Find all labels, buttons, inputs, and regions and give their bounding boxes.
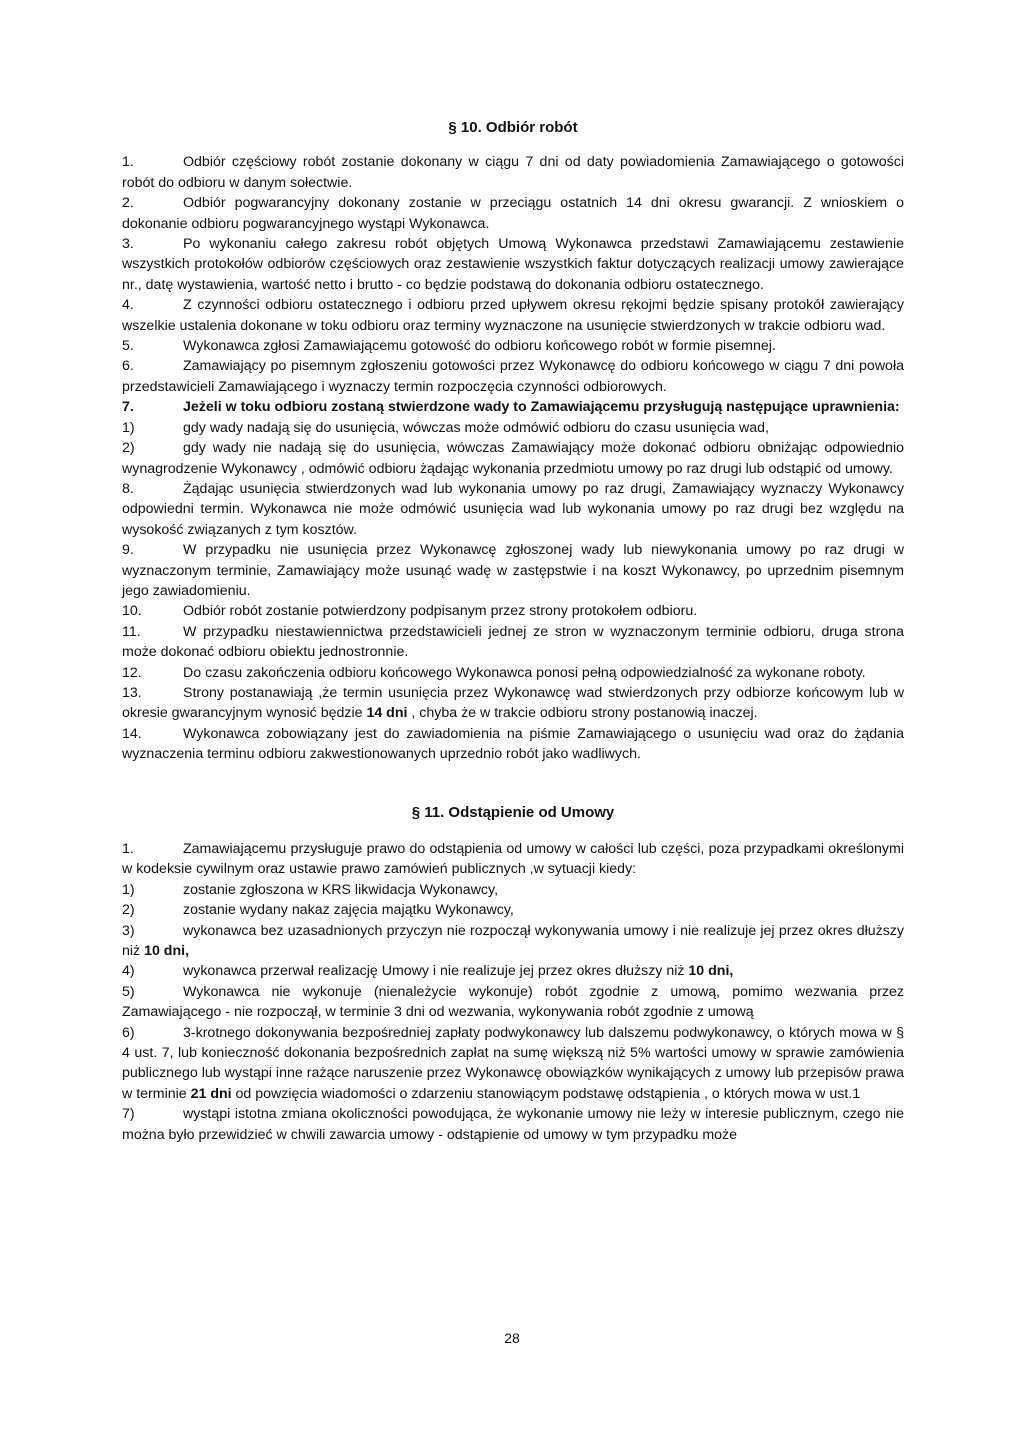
section-10-item-1 [122,152,904,193]
section-11-subitem-2 [122,900,904,920]
section-10-subitem-2 [122,438,904,479]
item-text: Wykonawca zgłosi Zamawiającemu gotowość do odbioru końcowego robót w formie pisemnej. [183,338,776,355]
item-text: gdy wady nadają się do usunięcia, wówczas może odmówić odbioru do czasu usunięcia wad, [183,419,769,436]
document-page [122,118,904,1145]
item-text: W przypadku niestawiennictwa przedstawicieli jednej ze stron w wyznaczonym terminie odbioru, druga strona może dokonać odbioru obiektu jednostronnie. [122,623,904,661]
item-text: wystąpi istotna zmiana okoliczności powodująca, że wykonanie umowy nie leży w interesie publicznym, czego nie można było przewidzieć w chwili zawarcia umowy - odstąpienie od umowy w tym przypadku może [122,1106,904,1143]
section-11-subitem-7 [122,1104,904,1145]
item-number: 3. [122,236,134,253]
item-text: Odbiór częściowy robót zostanie dokonany w ciągu 7 dni od daty powiadomienia Zamawiającego o gotowości robót do odbioru w danym sołectwie. [122,154,904,191]
item-text: Wykonawca nie wykonuje (nienależycie wykonuje) robót zgodnie z umową, pomimo wezwania przez Zamawiającego - nie rozpoczął, w terminie 3 dni od wezwania, wykonywania robót zgodnie z umową [122,983,904,1021]
section-11-subitem-5 [122,982,904,1023]
item-text: Żądając usunięcia stwierdzonych wad lub wykonania umowy po raz drugi, Zamawiający wyznaczy Wykonawcy odpowiedni termin. Wykonawca nie może odmówić usunięcia wad lub wykonania umowy po raz drugi bez względu na wysokość związanych z tym kosztów. [122,480,904,538]
item-text: wykonawca bez uzasadnionych przyczyn nie rozpoczął wykonywania umowy i nie realizuje jej przez okres dłuższy niż [122,922,904,960]
item-number: 2. [122,195,134,212]
section-11-subitem-3 [122,921,904,962]
section-11-item-1 [122,839,904,880]
item-number: 2) [122,440,135,457]
section-10-item-5 [122,336,904,356]
section-10-item-13 [122,683,904,724]
item-text: Zamawiający po pisemnym zgłoszeniu gotowości przez Wykonawcę do odbioru końcowego w ciągu 7 dni powoła przedstawicieli Zamawiającego i wyznaczy termin rozpoczęcia czynności odbiorowych. [122,358,904,395]
section-10-heading: § 10. Odbiór robót [448,119,578,136]
item-text: 3-krotnego dokonywania bezpośredniej zapłaty podwykonawcy lub dalszemu podwykonawcy, o których mowa w § 4 ust. 7, lub konieczność dokonania bezpośrednich zapłat na sumę większą niż 5% wartości umowy w sprawie zamówienia publicznego lub wystąpi inne rażące naruszenie przez Wykonawcę obowiązków wynikających z umowy lub przepisów prawa w terminie [122,1024,904,1102]
page-number: 28 [504,1330,520,1346]
section-10-item-14 [122,724,904,765]
item-text: W przypadku nie usunięcia przez Wykonawcę zgłoszonej wady lub niewykonania umowy po raz drugi w wyznaczonym terminie, Zamawiający może usunąć wadę w zastępstwie i na koszt Wykonawcy, po uprzednim pisemnym jego zawiadomieniu. [122,542,904,599]
item-number: 8. [122,480,134,497]
item-number: 2) [122,902,135,919]
item-number: 11. [122,623,141,640]
item-number: 4. [122,297,134,314]
section-11-subitem-1 [122,880,904,900]
section-10-subitem-1 [122,418,904,438]
section-10-item-7 [122,397,904,417]
item-number: 12. [122,664,142,681]
item-text-emphasis: 10 dni, [688,963,734,980]
item-number: 13. [122,684,142,701]
item-text: od powzięcia wiadomości o zdarzeniu stanowiącym podstawę odstąpienia , o których mowa w ust.1 [231,1085,861,1102]
section-10-item-12 [122,663,904,683]
item-text: gdy wady nie nadają się do usunięcia, wówczas Zamawiający może dokonać odbioru obniżając odpowiednio wynagrodzenie Wykonawcy , odmówić odbioru żądając wykonania przedmiotu umowy po raz drugi lub odstąpić od umowy. [122,440,904,477]
item-number: 1) [122,419,135,436]
item-text: wykonawca przerwał realizację Umowy i nie realizuje jej przez okres dłuższy niż [183,963,689,980]
item-text: Z czynności odbioru ostatecznego i odbioru przed upływem okresu rękojmi będzie spisany protokół zawierający wszelkie ustalenia dokonane w toku odbioru oraz terminy wyznaczone na usunięcie stwierdzonych w trakcie odbioru wad. [122,297,904,334]
section-10-item-11 [122,622,904,663]
section-10-item-8 [122,479,904,540]
item-text-emphasis: 10 dni, [144,943,190,960]
section-10-item-9 [122,540,904,601]
item-text: Odbiór pogwarancyjny dokonany zostanie w przeciągu ostatnich 14 dni okresu gwarancji. Z wnioskiem o dokonanie odbioru pogwarancyjnego wystąpi Wykonawca. [122,195,904,232]
item-text-emphasis: 14 dni [366,705,408,722]
item-number: 1) [122,881,135,898]
section-11-heading: § 11. Odstąpienie od Umowy [411,803,615,821]
item-number: 10. [122,603,142,620]
item-number: 6) [122,1024,135,1041]
item-number: 7. [122,399,134,416]
item-text: zostanie zgłoszona w KRS likwidacja Wykonawcy, [183,881,499,898]
item-number: 1. [122,154,134,171]
section-10-item-3 [122,234,904,295]
item-number: 9. [122,542,134,559]
item-text: Po wykonaniu całego zakresu robót objętych Umową Wykonawca przedstawi Zamawiającemu zestawienie wszystkich protokołów odbiorów częściowych oraz zestawienie wszystkich faktur dotyczących realizacji umowy zawierające nr., datę wystawienia, wartość netto i brutto - co będzie podstawą do dokonania odbioru ostatecznego. [122,236,904,293]
item-text: Wykonawca zobowiązany jest do zawiadomienia na piśmie Zamawiającego o usunięciu wad oraz do żądania wyznaczenia terminu odbioru zakwestionowanych uprzednio robót jako wadliwych. [122,725,904,763]
item-text: Jeżeli w toku odbioru zostaną stwierdzone wady to Zamawiającemu przysługują następujące uprawnienia: [183,399,900,416]
item-text: Zamawiającemu przysługuje prawo do odstąpienia od umowy w całości lub części, poza przypadkami określonymi w kodeksie cywilnym oraz ustawie prawo zamówień publicznych ,w sytuacji kiedy: [122,841,904,878]
item-number: 5) [122,983,135,1000]
section-10-item-2 [122,193,904,234]
item-text: , chyba że w trakcie odbioru strony postanowią inaczej. [407,705,758,722]
item-text: Do czasu zakończenia odbioru końcowego Wykonawca ponosi pełną odpowiedzialność za wykonane roboty. [183,664,866,681]
item-number: 1. [122,841,134,857]
item-text: zostanie wydany nakaz zajęcia majątku Wykonawcy, [183,902,514,919]
item-text: Strony postanawiają ,że termin usunięcia przez Wykonawcę wad stwierdzonych przy odbiorze końcowym lub w okresie gwarancyjnym wynosić będzie [122,684,904,722]
section-11-subitem-4 [122,961,904,981]
item-number: 3) [122,922,135,939]
item-text-emphasis: 21 dni [190,1085,232,1102]
section-10-item-10 [122,601,904,621]
item-number: 14. [122,725,142,742]
section-10-item-4 [122,295,904,336]
section-10-item-6 [122,356,904,397]
item-number: 7) [122,1106,135,1123]
section-11-subitem-6 [122,1023,904,1105]
item-number: 5. [122,338,134,355]
item-number: 4) [122,963,135,980]
item-number: 6. [122,358,134,375]
item-text: Odbiór robót zostanie potwierdzony podpisanym przez strony protokołem odbioru. [183,603,698,620]
